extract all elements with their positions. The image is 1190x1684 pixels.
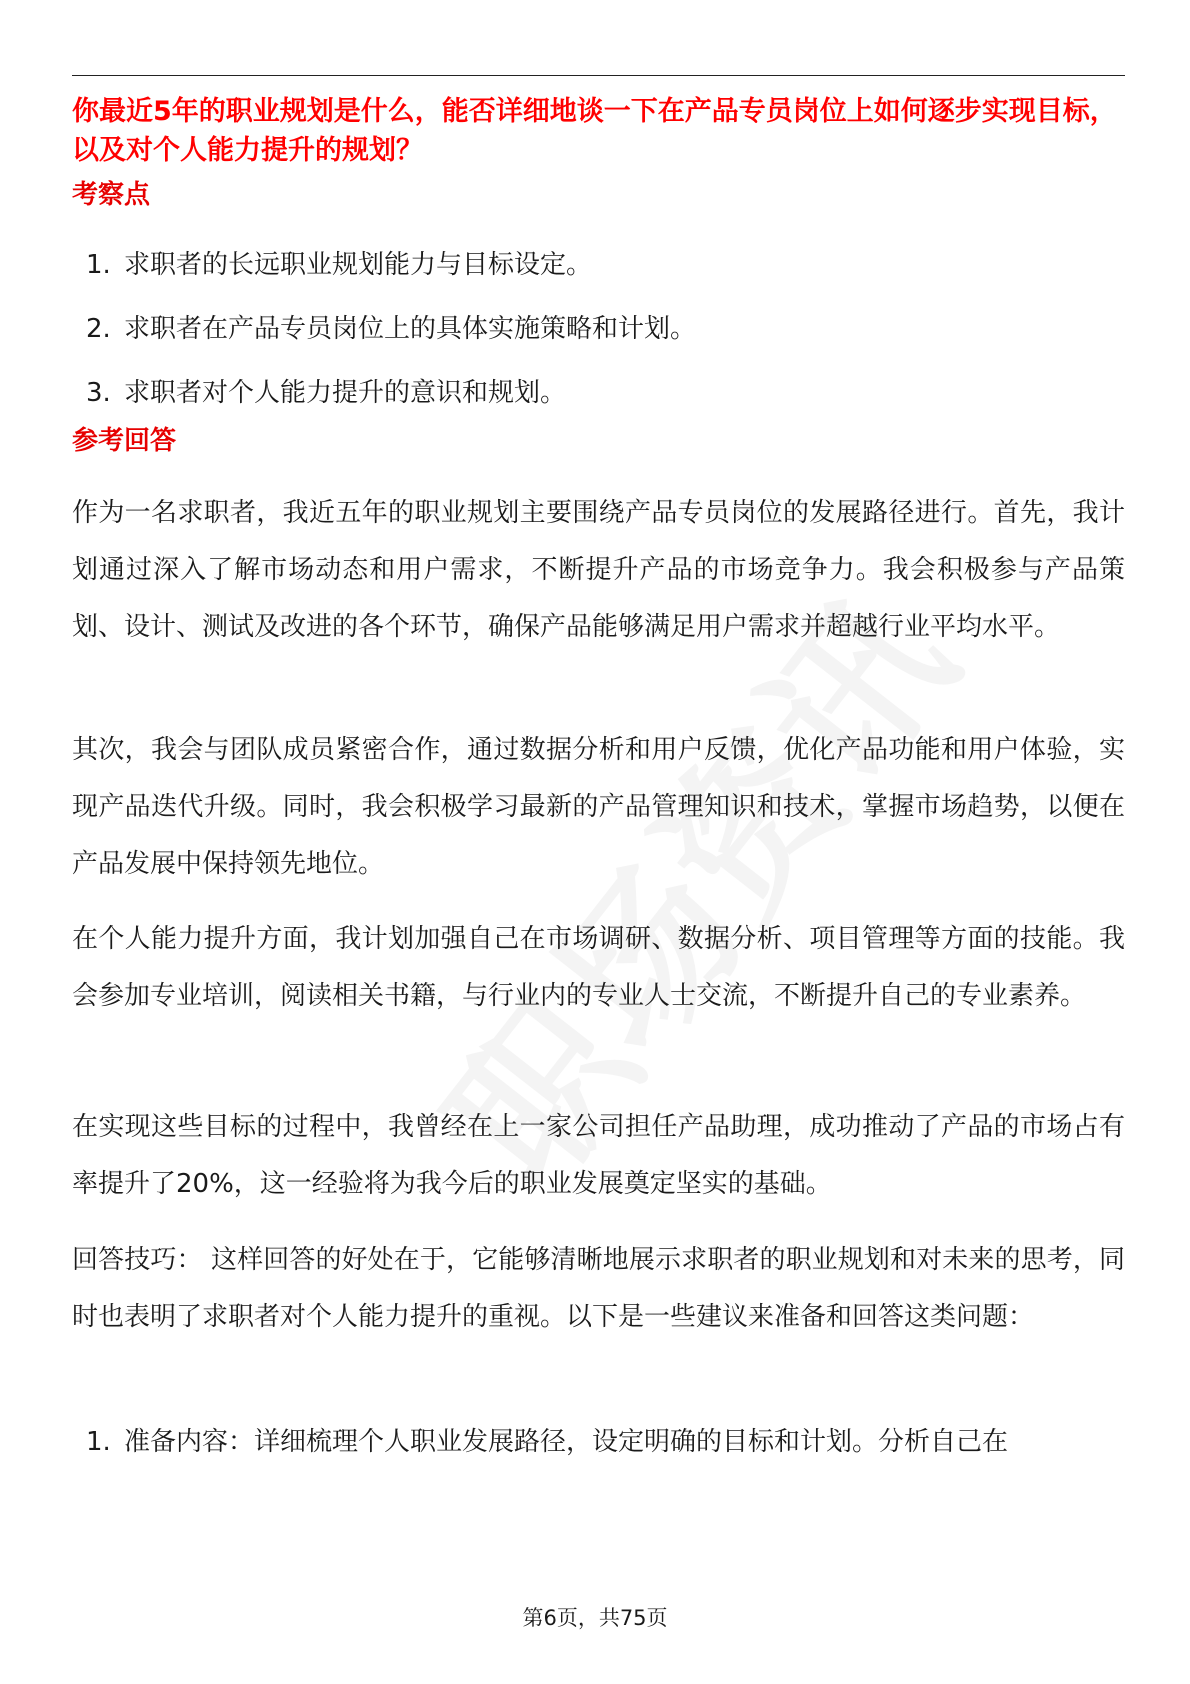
question-title: 你最近5年的职业规划是什么，能否详细地谈一下在产品专员岗位上如何逐步实现目标，以及对个人能力提升的规划？	[72, 96, 1117, 166]
focus-heading: 考察点	[72, 180, 151, 210]
list-item: 1. 求职者的长远职业规划能力与目标设定。	[86, 250, 593, 280]
answer-paragraph: 在实现这些目标的过程中，我曾经在上一家公司担任产品助理，成功推动了产品的市场占有率提升了20%，这一经验将为我今后的职业发展奠定坚实的基础。	[72, 1112, 1125, 1199]
tips-paragraph: 回答技巧： 这样回答的好处在于，它能够清晰地展示求职者的职业规划和对未来的思考，同时也表明了求职者对个人能力提升的重视。以下是一些建议来准备和回答这类问题：	[72, 1245, 1125, 1332]
list-item: 3. 求职者对个人能力提升的意识和规划。	[86, 378, 567, 408]
document-page	[72, 0, 1125, 1684]
focus-list	[72, 247, 1125, 439]
tips-list	[72, 1424, 1125, 1488]
list-item: 2. 求职者在产品专员岗位上的具体实施策略和计划。	[86, 314, 697, 344]
page-footer: 第6页，共75页	[522, 1606, 668, 1630]
list-item: 1. 准备内容：详细梳理个人职业发展路径，设定明确的目标和计划。分析自己在	[86, 1427, 1009, 1457]
answer-paragraph: 作为一名求职者，我近五年的职业规划主要围绕产品专员岗位的发展路径进行。首先，我计划通过深入了解市场动态和用户需求，不断提升产品的市场竞争力。我会积极参与产品策划、设计、测试及改进的各个环节，确保产品能够满足用户需求并超越行业平均水平。	[72, 498, 1125, 642]
header-rule	[72, 75, 1125, 76]
answer-paragraph: 其次，我会与团队成员紧密合作，通过数据分析和用户反馈，优化产品功能和用户体验，实现产品迭代升级。同时，我会积极学习最新的产品管理知识和技术，掌握市场趋势，以便在产品发展中保持领先地位。	[72, 735, 1125, 879]
answer-heading: 参考回答	[72, 426, 177, 456]
answer-paragraph: 在个人能力提升方面，我计划加强自己在市场调研、数据分析、项目管理等方面的技能。我会参加专业培训，阅读相关书籍，与行业内的专业人士交流，不断提升自己的专业素养。	[72, 924, 1125, 1011]
